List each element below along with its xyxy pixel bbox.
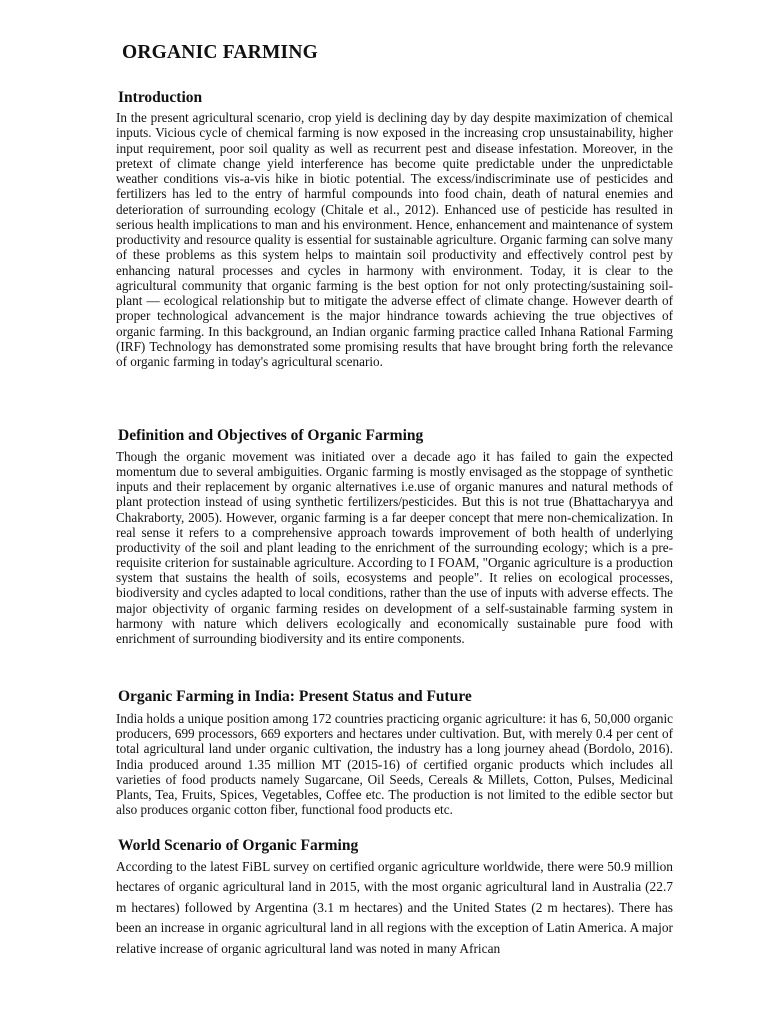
section-text-india: India holds a unique position among 172 countries practicing organic agriculture: it has 6, 50,000 organic producers, 699 processors, 669 exporters and hectares under cultivation. But, with merely 0.4 per cent of total agricultural land under organic cultivation, the industry has a long journey ahead (Bordolo, 2016). India produced around 1.35 million MT (2015-16) of certified organic products which includes all varieties of food products namely Sugarcane, Oil Seeds, Cereals & Millets, Cotton, Pulses, Medicinal Plants, Tea, Fruits, Spices, Vegetables, Coffee etc. The production is not limited to the edible sector but also produces organic cotton fiber, functional food products etc. <box>116 711 673 818</box>
section-heading-definition: Definition and Objectives of Organic Farming <box>118 427 424 444</box>
section-heading-introduction: Introduction <box>118 89 203 106</box>
section-text-definition: Though the organic movement was initiated over a decade ago it has failed to gain the expected momentum due to several ambiguities. Organic farming is mostly envisaged as the stoppage of synthetic inputs and their replacement by organic alternatives i.e.use of organic manures and natural methods of plant protection instead of using synthetic fertilizers/pesticides. But this is not true (Bhattacharyya and Chakraborty, 2005). However, organic farming is a far deeper concept that mere non-chemicalization. In real sense it refers to a comprehensive approach towards improvement of both health of underlying productivity of the soil and plant leading to the enrichment of the surrounding ecology; which is a pre-requisite criterion for sustainable agriculture. According to I FOAM, "Organic agriculture is a production system that sustains the health of soils, ecosystems and people". It relies on ecological processes, biodiversity and cycles adapted to local conditions, rather than the use of inputs with adverse effects. The major objectivity of organic farming resides on development of a self-sustainable farming system in harmony with nature which delivers ecologically and economically sustainable pure food with enrichment of surrounding biodiversity and its entire components. <box>116 449 673 646</box>
section-text-world: According to the latest FiBL survey on certified organic agriculture worldwide, there were 50.9 million hectares of organic agricultural land in 2015, with the most organic agricultural land in Australia (22.7 m hectares) followed by Argentina (3.1 m hectares) and the United States (2 m hectares). There has been an increase in organic agricultural land in all regions with the exception of Latin America. A major relative increase of organic agricultural land was noted in many African <box>116 859 673 956</box>
section-heading-world: World Scenario of Organic Farming <box>118 837 359 854</box>
section-heading-india: Organic Farming in India: Present Status and Future <box>118 688 472 705</box>
section-text-introduction: In the present agricultural scenario, crop yield is declining day by day despite maximization of chemical inputs. Vicious cycle of chemical farming is now exposed in the increasing crop unsustainability, higher input requirement, poor soil quality as well as recurrent pest and disease infestation. Moreover, in the pretext of climate change yield interference has become quite predictable under the unpredictable weather conditions vis-a-vis hike in biotic potential. The excess/indiscriminate use of pesticides and fertilizers has led to the entry of harmful compounds into food chain, death of natural enemies and deterioration of surrounding ecology (Chitale et al., 2012). Enhanced use of pesticide has resulted in serious health implications to man and his environment. Hence, enhancement and maintenance of system productivity and resource quality is essential for sustainable agriculture. Organic farming can solve many of these problems as this system helps to maintain soil productivity and effectively control pest by enhancing natural processes and cycles in harmony with environment. Today, it is clear to the agricultural community that organic farming is the best option for not only protecting/sustaining soil-plant — ecological relationship but to mitigate the adverse effect of climate change. However dearth of proper technological advancement is the major hindrance towards achieving the true objectives of organic farming. In this background, an Indian organic farming practice called Inhana Rational Farming (IRF) Technology has demonstrated some promising results that have brought bring forth the relevance of organic farming in today's agricultural scenario. <box>116 110 673 369</box>
document-title: ORGANIC FARMING <box>122 42 319 63</box>
